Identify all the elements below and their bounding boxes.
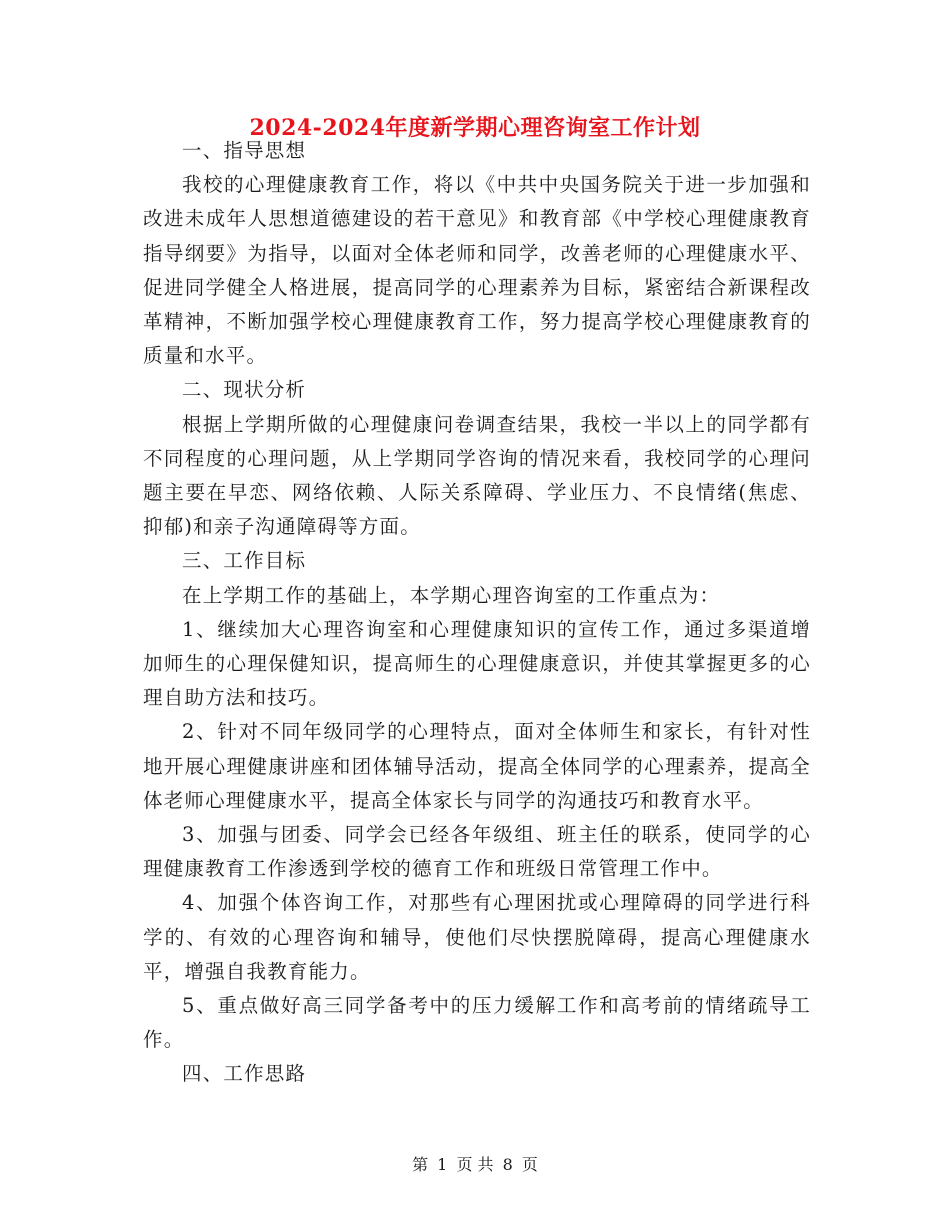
paragraph-goal-1: 1、继续加大心理咨询室和心理健康知识的宣传工作，通过多渠道增加师生的心理保健知识，提高师生的心理健康意识，并使其掌握更多的心理自助方法和技巧。 bbox=[143, 617, 811, 710]
section-heading-guiding-ideology: 一、指导思想 bbox=[182, 139, 307, 162]
section-heading-status-analysis: 二、现状分析 bbox=[182, 378, 307, 402]
footer-page-mid: 页 共 bbox=[456, 1155, 494, 1174]
footer-page-suffix: 页 bbox=[521, 1155, 538, 1174]
section-heading-work-goals: 三、工作目标 bbox=[182, 549, 307, 573]
footer-total-pages: 8 bbox=[502, 1155, 513, 1174]
footer-current-page: 1 bbox=[437, 1155, 448, 1174]
paragraph-goal-5: 5、重点做好高三同学备考中的压力缓解工作和高考前的情绪疏导工作。 bbox=[143, 994, 811, 1052]
footer-page-prefix: 第 bbox=[412, 1155, 429, 1174]
paragraph-status-analysis: 根据上学期所做的心理健康问卷调查结果，我校一半以上的同学都有不同程度的心理问题，从上学期同学咨询的情况来看，我校同学的心理问题主要在早恋、网络依赖、人际关系障碍、学业压力、不良情绪(焦虑、抑郁)和亲子沟通障碍等方面。 bbox=[143, 412, 811, 539]
paragraph-work-goals-intro: 在上学期工作的基础上，本学期心理咨询室的工作重点为： bbox=[182, 583, 721, 607]
paragraph-goal-2: 2、针对不同年级同学的心理特点，面对全体师生和家长，有针对性地开展心理健康讲座和团体辅导活动，提高全体同学的心理素养，提高全体老师心理健康水平，提高全体家长与同学的沟通技巧和教育水平。 bbox=[143, 720, 811, 812]
section-heading-work-approach: 四、工作思路 bbox=[182, 1062, 307, 1086]
paragraph-goal-4: 4、加强个体咨询工作，对那些有心理困扰或心理障碍的同学进行科学的、有效的心理咨询和辅导，使他们尽快摆脱障碍，提高心理健康水平，增强自我教育能力。 bbox=[143, 891, 811, 983]
paragraph-guiding-ideology: 我校的心理健康教育工作，将以《中共中央国务院关于进一步加强和改进未成年人思想道德建设的若干意见》和教育部《中学校心理健康教育指导纲要》为指导，以面对全体老师和同学，改善老师的心理健康水平、促进同学健全人格进展，提高同学的心理素养为目标，紧密结合新课程改革精神，不断加强学校心理健康教育工作，努力提高学校心理健康教育的质量和水平。 bbox=[143, 173, 811, 368]
document-title: 2024-2024年度新学期心理咨询室工作计划 bbox=[249, 115, 701, 141]
paragraph-goal-3: 3、加强与团委、同学会已经各年级组、班主任的联系，使同学的心理健康教育工作渗透到学校的德育工作和班级日常管理工作中。 bbox=[143, 823, 811, 881]
page-footer bbox=[0, 1153, 950, 1177]
document-body bbox=[143, 134, 811, 1092]
